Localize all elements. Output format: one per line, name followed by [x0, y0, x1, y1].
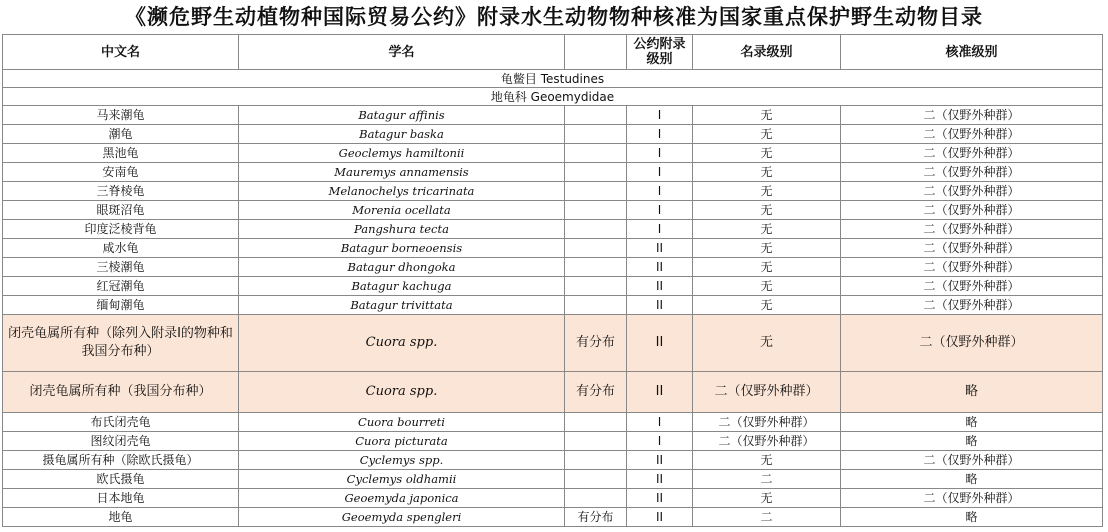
list-level-cell: 二（仅野外种群）	[693, 372, 841, 413]
cn-name-cell: 闭壳龟属所有种（我国分布种）	[3, 372, 239, 413]
note-cell	[565, 432, 627, 451]
header-approved-level: 核准级别	[841, 35, 1103, 70]
sci-name-cell: Batagur kachuga	[239, 277, 565, 296]
cn-name-cell: 地龟	[3, 508, 239, 527]
list-level-cell: 无	[693, 239, 841, 258]
approved-level-cell: 二（仅野外种群）	[841, 239, 1103, 258]
note-cell	[565, 201, 627, 220]
sci-name-cell: Batagur trivittata	[239, 296, 565, 315]
approved-level-cell: 二（仅野外种群）	[841, 451, 1103, 470]
header-cn-name: 中文名	[3, 35, 239, 70]
list-level-cell: 二（仅野外种群）	[693, 413, 841, 432]
approved-level-cell: 二（仅野外种群）	[841, 201, 1103, 220]
note-cell	[565, 144, 627, 163]
appendix-cell: II	[627, 508, 693, 527]
approved-level-cell: 略	[841, 508, 1103, 527]
cn-name-cell: 布氏闭壳龟	[3, 413, 239, 432]
note-cell	[565, 296, 627, 315]
sci-name-cell: Cyclemys spp.	[239, 451, 565, 470]
list-level-cell: 无	[693, 315, 841, 372]
cn-name-cell: 缅甸潮龟	[3, 296, 239, 315]
list-level-cell: 无	[693, 182, 841, 201]
note-cell: 有分布	[565, 508, 627, 527]
note-cell	[565, 182, 627, 201]
note-cell	[565, 470, 627, 489]
approved-level-cell: 二（仅野外种群）	[841, 182, 1103, 201]
appendix-cell: I	[627, 163, 693, 182]
sci-name-cell: Morenia ocellata	[239, 201, 565, 220]
appendix-cell: II	[627, 296, 693, 315]
list-level-cell: 二	[693, 508, 841, 527]
approved-level-cell: 二（仅野外种群）	[841, 163, 1103, 182]
appendix-cell: I	[627, 106, 693, 125]
table-row	[3, 470, 1103, 489]
table-row	[3, 508, 1103, 527]
approved-level-cell: 二（仅野外种群）	[841, 296, 1103, 315]
cn-name-cell: 安南龟	[3, 163, 239, 182]
note-cell	[565, 258, 627, 277]
header-list-level: 名录级别	[693, 35, 841, 70]
table-row	[3, 220, 1103, 239]
appendix-cell: I	[627, 413, 693, 432]
table-row	[3, 182, 1103, 201]
appendix-cell: I	[627, 125, 693, 144]
table-row	[3, 125, 1103, 144]
list-level-cell: 无	[693, 451, 841, 470]
note-cell	[565, 413, 627, 432]
approved-level-cell: 二（仅野外种群）	[841, 315, 1103, 372]
appendix-cell: I	[627, 182, 693, 201]
table-row	[3, 413, 1103, 432]
table-row	[3, 258, 1103, 277]
sci-name-cell: Cyclemys oldhamii	[239, 470, 565, 489]
sci-name-cell: Mauremys annamensis	[239, 163, 565, 182]
order-row	[3, 70, 1103, 88]
list-level-cell: 二	[693, 470, 841, 489]
note-cell	[565, 451, 627, 470]
note-cell	[565, 489, 627, 508]
table-row	[3, 239, 1103, 258]
cn-name-cell: 印度泛棱背龟	[3, 220, 239, 239]
appendix-cell: II	[627, 451, 693, 470]
sci-name-cell: Geoemyda japonica	[239, 489, 565, 508]
sci-name-cell: Cuora picturata	[239, 432, 565, 451]
species-table	[2, 34, 1103, 527]
cn-name-cell: 图纹闭壳龟	[3, 432, 239, 451]
approved-level-cell: 略	[841, 470, 1103, 489]
appendix-cell: I	[627, 432, 693, 451]
page-title: 《濒危野生动植物种国际贸易公约》附录水生动物物种核准为国家重点保护野生动物目录	[125, 5, 983, 29]
appendix-cell: II	[627, 470, 693, 489]
table-row	[3, 163, 1103, 182]
cn-name-cell: 潮龟	[3, 125, 239, 144]
cn-name-cell: 欧氏摄龟	[3, 470, 239, 489]
cn-name-cell: 摄龟属所有种（除欧氏摄龟）	[3, 451, 239, 470]
list-level-cell: 无	[693, 296, 841, 315]
cn-name-cell: 三脊棱龟	[3, 182, 239, 201]
list-level-cell: 无	[693, 125, 841, 144]
sci-name-cell: Cuora bourreti	[239, 413, 565, 432]
sci-name-cell: Batagur dhongoka	[239, 258, 565, 277]
list-level-cell: 无	[693, 489, 841, 508]
note-cell	[565, 163, 627, 182]
list-level-cell: 无	[693, 220, 841, 239]
note-cell	[565, 125, 627, 144]
list-level-cell: 无	[693, 144, 841, 163]
note-cell	[565, 239, 627, 258]
table-row	[3, 432, 1103, 451]
sci-name-cell: Geoemyda spengleri	[239, 508, 565, 527]
appendix-cell: I	[627, 144, 693, 163]
approved-level-cell: 二（仅野外种群）	[841, 220, 1103, 239]
table-header-row	[3, 35, 1103, 70]
cn-name-cell: 黑池龟	[3, 144, 239, 163]
note-cell	[565, 277, 627, 296]
note-cell	[565, 220, 627, 239]
list-level-cell: 无	[693, 258, 841, 277]
table-row	[3, 201, 1103, 220]
cn-name-cell: 闭壳龟属所有种（除列入附录I的物种和我国分布种）	[3, 315, 239, 372]
sci-name-cell: Melanochelys tricarinata	[239, 182, 565, 201]
list-level-cell: 无	[693, 277, 841, 296]
sci-name-cell: Geoclemys hamiltonii	[239, 144, 565, 163]
approved-level-cell: 二（仅野外种群）	[841, 106, 1103, 125]
cn-name-cell: 三棱潮龟	[3, 258, 239, 277]
approved-level-cell: 略	[841, 432, 1103, 451]
family-label: 地龟科 Geoemydidae	[3, 88, 1103, 106]
list-level-cell: 无	[693, 163, 841, 182]
approved-level-cell: 二（仅野外种群）	[841, 125, 1103, 144]
table-row	[3, 277, 1103, 296]
approved-level-cell: 略	[841, 413, 1103, 432]
cn-name-cell: 日本地龟	[3, 489, 239, 508]
cn-name-cell: 马来潮龟	[3, 106, 239, 125]
sci-name-cell: Cuora spp.	[239, 315, 565, 372]
table-row	[3, 296, 1103, 315]
table-row	[3, 144, 1103, 163]
approved-level-cell: 略	[841, 372, 1103, 413]
family-row	[3, 88, 1103, 106]
sci-name-cell: Batagur baska	[239, 125, 565, 144]
table-row	[3, 489, 1103, 508]
approved-level-cell: 二（仅野外种群）	[841, 144, 1103, 163]
sci-name-cell: Cuora spp.	[239, 372, 565, 413]
cn-name-cell: 眼斑沼龟	[3, 201, 239, 220]
appendix-cell: II	[627, 277, 693, 296]
appendix-cell: II	[627, 372, 693, 413]
approved-level-cell: 二（仅野外种群）	[841, 489, 1103, 508]
note-cell	[565, 106, 627, 125]
header-sci-name: 学名	[239, 35, 565, 70]
sci-name-cell: Pangshura tecta	[239, 220, 565, 239]
table-row	[3, 451, 1103, 470]
cn-name-cell: 咸水龟	[3, 239, 239, 258]
table-row	[3, 106, 1103, 125]
approved-level-cell: 二（仅野外种群）	[841, 277, 1103, 296]
appendix-cell: II	[627, 315, 693, 372]
order-label: 龟鳖目 Testudines	[3, 70, 1103, 88]
table-row	[3, 315, 1103, 372]
appendix-cell: II	[627, 239, 693, 258]
note-cell: 有分布	[565, 315, 627, 372]
sci-name-cell: Batagur borneoensis	[239, 239, 565, 258]
list-level-cell: 无	[693, 106, 841, 125]
appendix-cell: I	[627, 201, 693, 220]
appendix-cell: II	[627, 258, 693, 277]
approved-level-cell: 二（仅野外种群）	[841, 258, 1103, 277]
note-cell: 有分布	[565, 372, 627, 413]
list-level-cell: 二（仅野外种群）	[693, 432, 841, 451]
appendix-cell: II	[627, 489, 693, 508]
sci-name-cell: Batagur affinis	[239, 106, 565, 125]
table-row	[3, 372, 1103, 413]
appendix-cell: I	[627, 220, 693, 239]
header-note	[565, 35, 627, 70]
list-level-cell: 无	[693, 201, 841, 220]
header-appendix: 公约附录级别	[627, 35, 693, 70]
cn-name-cell: 红冠潮龟	[3, 277, 239, 296]
